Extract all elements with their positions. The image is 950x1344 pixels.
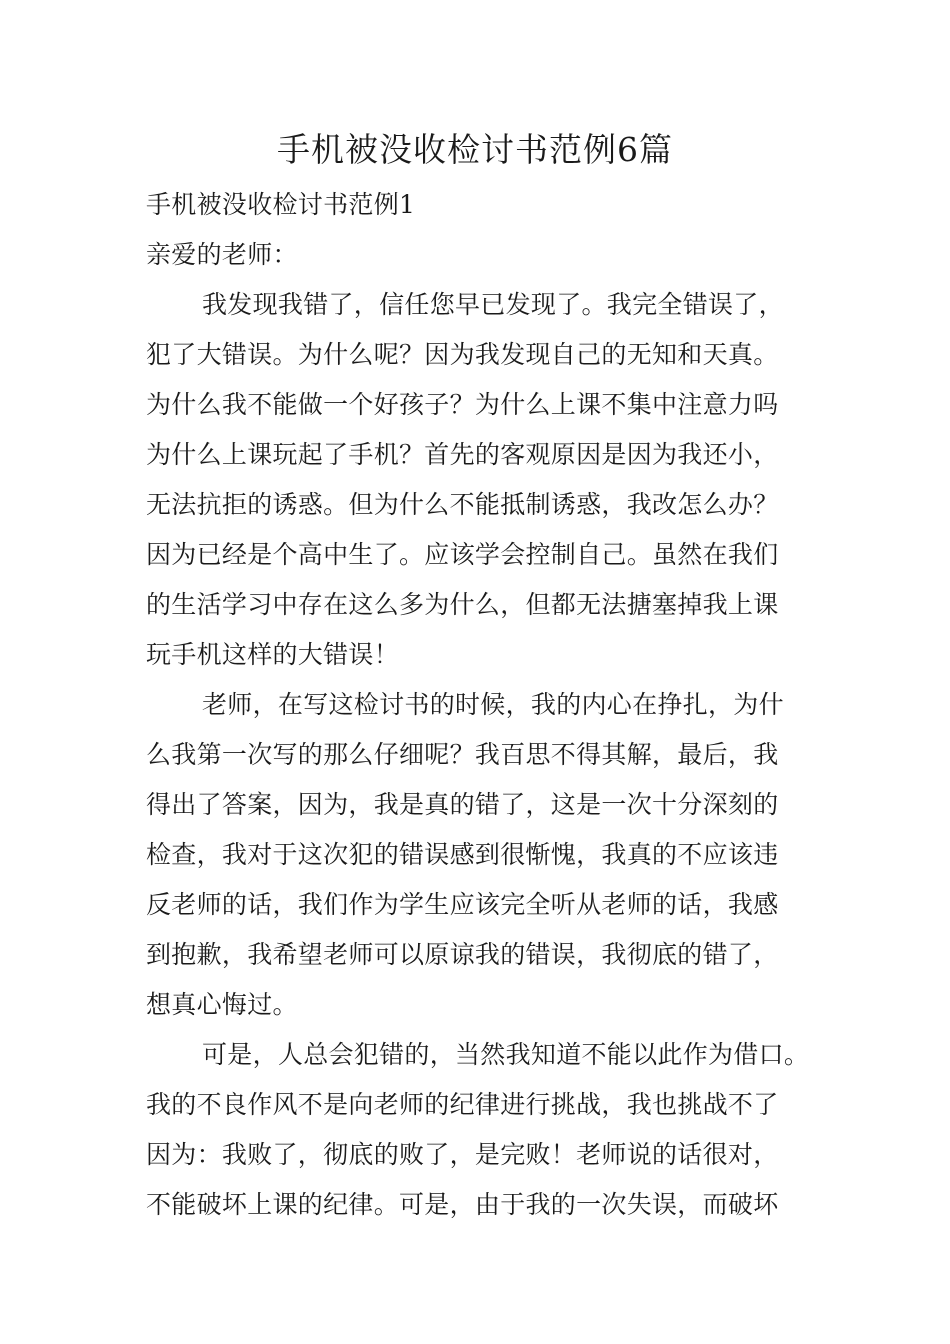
paragraph-line: 想真心悔过。 — [146, 990, 298, 1019]
paragraph-line: 到抱歉，我希望老师可以原谅我的错误，我彻底的错了， — [146, 940, 779, 969]
document-body — [146, 180, 846, 1230]
paragraph-line: 反老师的话，我们作为学生应该完全听从老师的话，我感 — [146, 890, 779, 919]
paragraph-line: 么我第一次写的那么仔细呢？我百思不得其解，最后，我 — [146, 740, 779, 769]
paragraph-line: 因为已经是个高中生了。应该学会控制自己。虽然在我们 — [146, 540, 779, 569]
salutation: 亲爱的老师： — [146, 240, 298, 269]
paragraph-line: 可是，人总会犯错的，当然我知道不能以此作为借口。 — [202, 1040, 810, 1069]
paragraph-line: 得出了答案，因为，我是真的错了，这是一次十分深刻的 — [146, 790, 779, 819]
paragraph-line: 检查，我对于这次犯的错误感到很惭愧，我真的不应该违 — [146, 840, 779, 869]
paragraph-line: 我的不良作风不是向老师的纪律进行挑战，我也挑战不了 — [146, 1090, 779, 1119]
paragraph-1 — [146, 280, 846, 680]
paragraph-line: 我发现我错了，信任您早已发现了。我完全错误了， — [202, 290, 784, 319]
paragraph-line: 老师，在写这检讨书的时候，我的内心在挣扎，为什 — [202, 690, 784, 719]
document-title: 手机被没收检讨书范例6篇 — [277, 130, 673, 169]
paragraph-line: 为什么上课玩起了手机？首先的客观原因是因为我还小， — [146, 440, 779, 469]
paragraph-line: 为什么我不能做一个好孩子？为什么上课不集中注意力吗 — [146, 390, 779, 419]
paragraph-line: 因为：我败了，彻底的败了，是完败！老师说的话很对， — [146, 1140, 779, 1169]
paragraph-line: 犯了大错误。为什么呢？因为我发现自己的无知和天真。 — [146, 340, 779, 369]
paragraph-line: 不能破坏上课的纪律。可是，由于我的一次失误，而破坏 — [146, 1190, 779, 1219]
paragraph-line: 的生活学习中存在这么多为什么，但都无法搪塞掉我上课 — [146, 590, 779, 619]
section-heading: 手机被没收检讨书范例1 — [146, 190, 416, 219]
paragraph-line: 无法抗拒的诱惑。但为什么不能抵制诱惑，我改怎么办？ — [146, 490, 779, 519]
paragraph-line: 玩手机这样的大错误！ — [146, 640, 400, 669]
paragraph-2 — [146, 680, 846, 1030]
paragraph-3 — [146, 1030, 846, 1230]
